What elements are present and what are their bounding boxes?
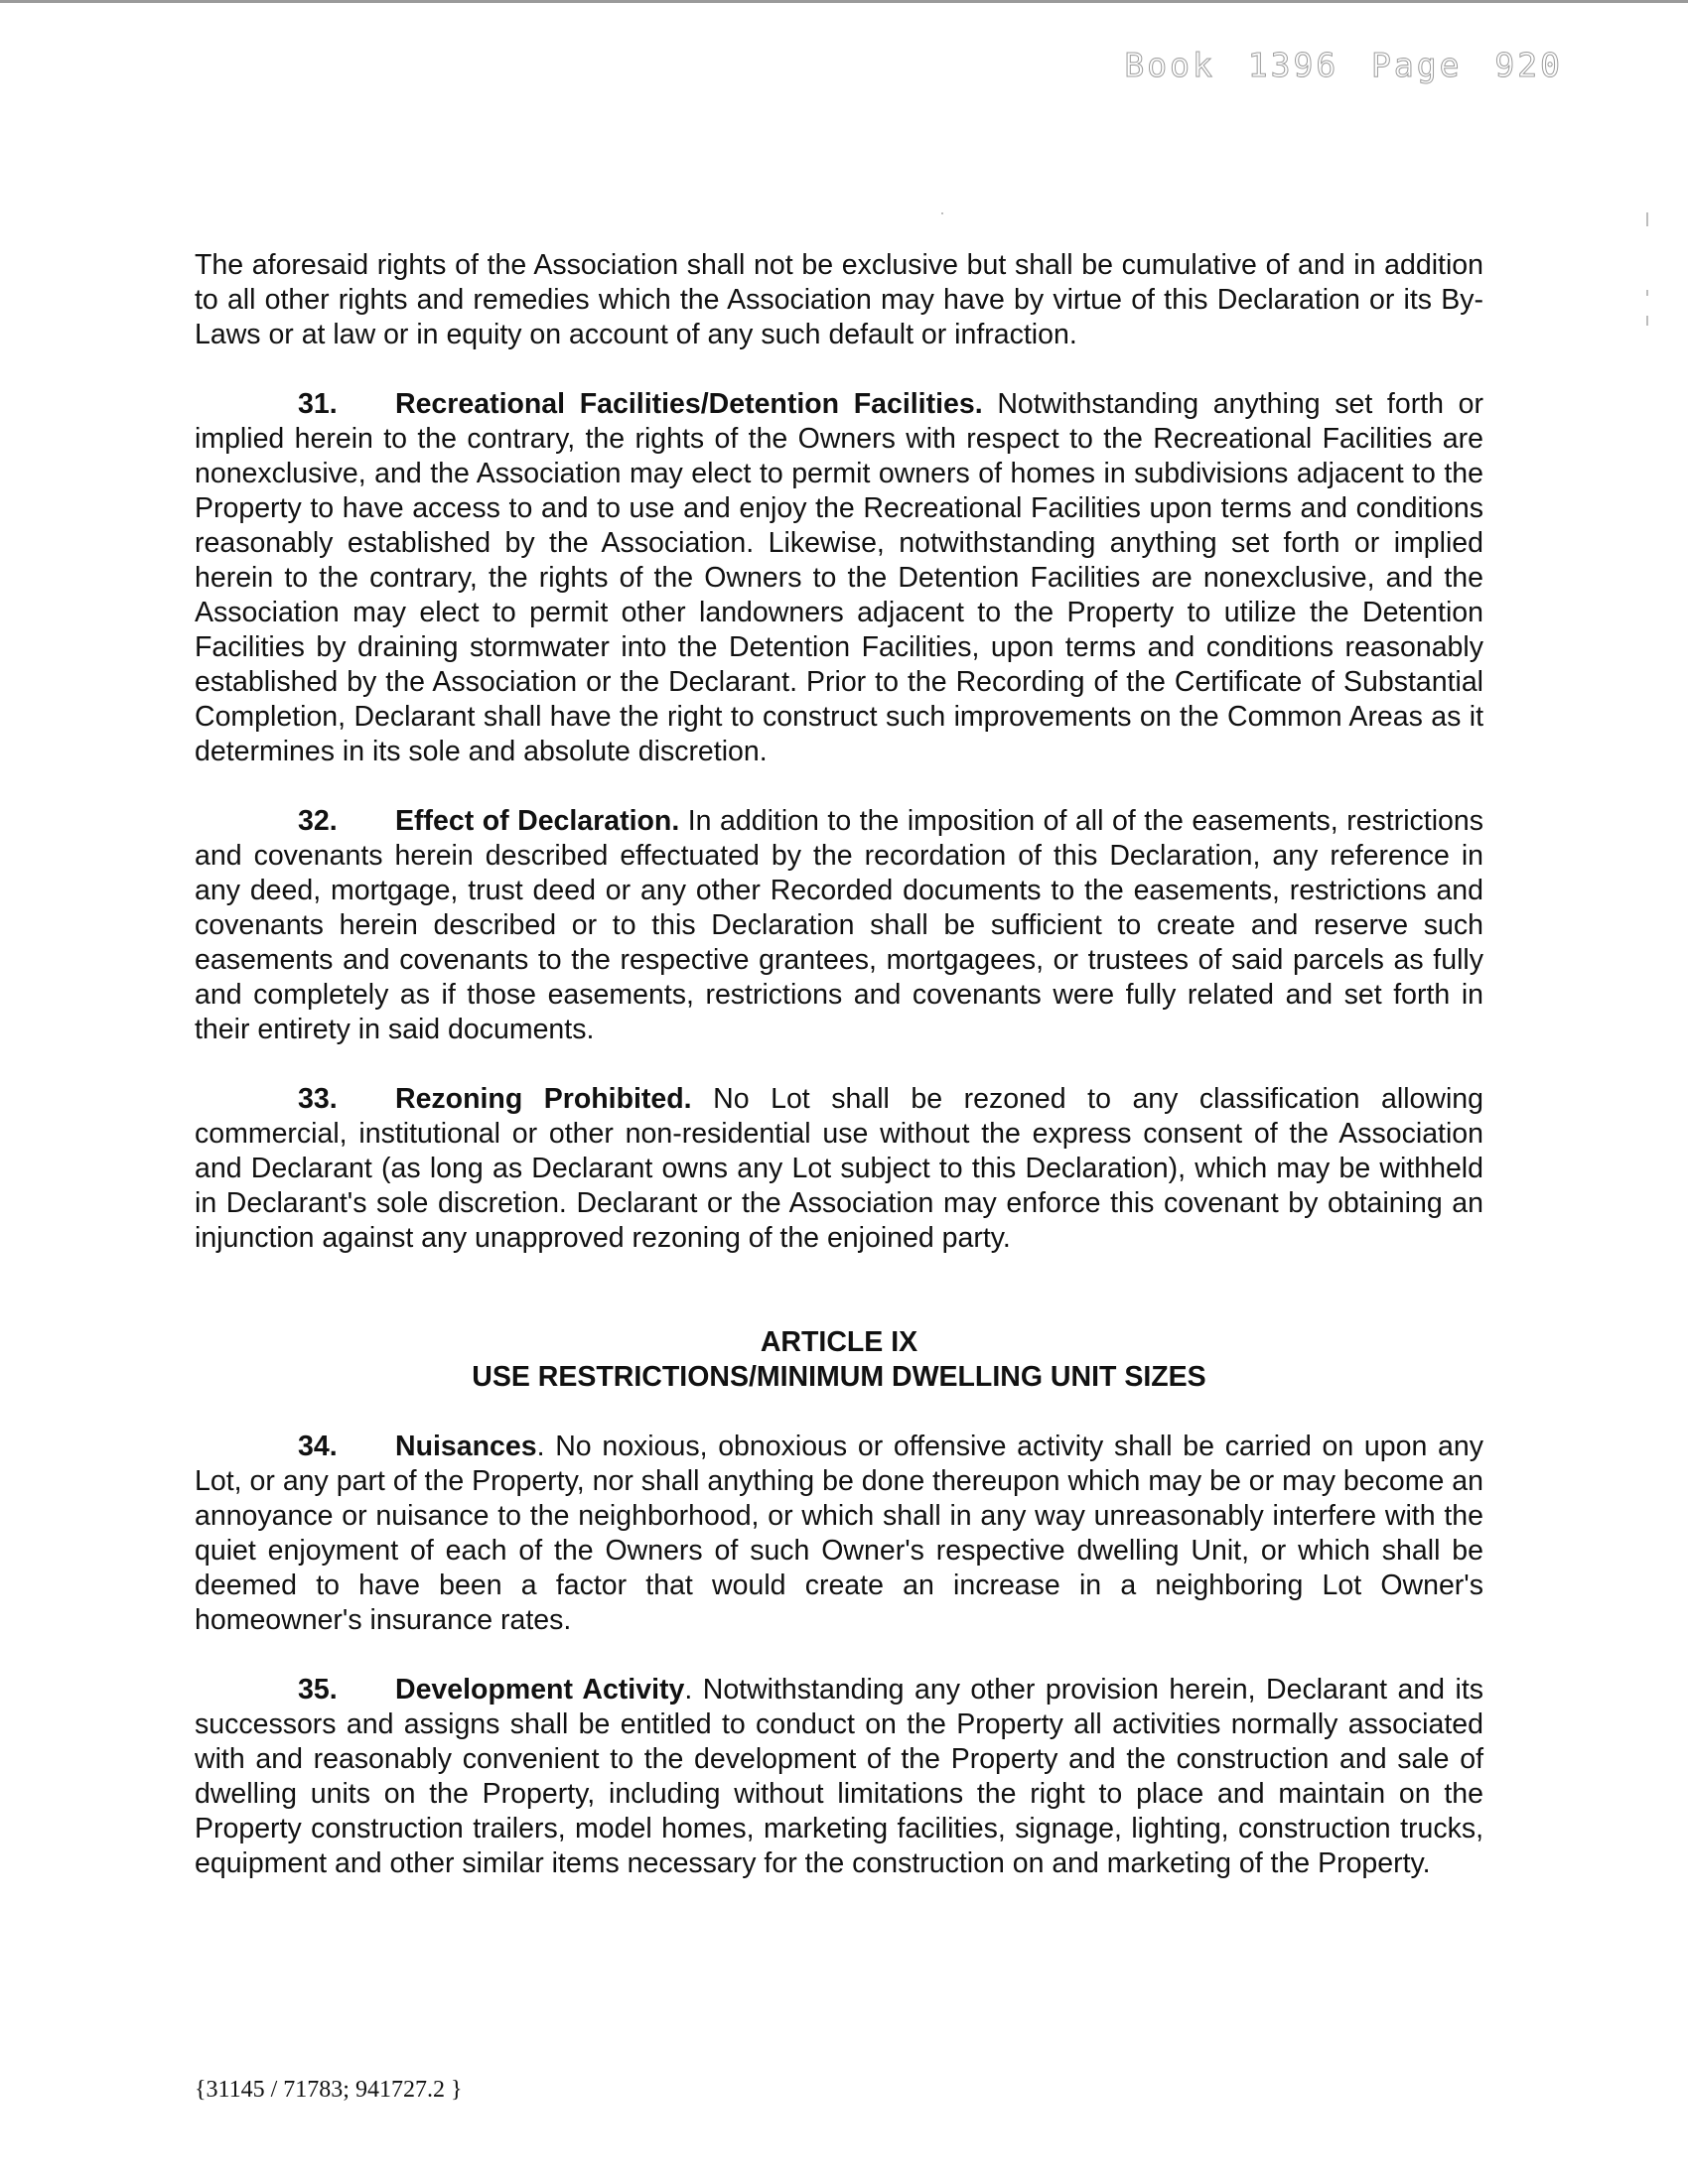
section-number: 33.	[298, 1083, 338, 1115]
scan-speck	[1646, 212, 1648, 226]
section-heading: Recreational Facilities/Detention Facilities.	[395, 388, 983, 420]
section-paragraph	[195, 1430, 1483, 1638]
section-body: Notwithstanding anything set forth or implied herein to the contrary, the rights of the Owners with respect to the Recreational Facilities are nonexclusive, and the Association may elect to permit owners of homes in subdivisions adjacent to the Property to have access to and to use and enjoy the Recreational Facilities upon terms and conditions reasonably established by the Association. Likewise, notwithstanding anything set forth or implied herein to the contrary, the rights of the Owners to the Detention Facilities are nonexclusive, and the Association may elect to permit other landowners adjacent to the Property to utilize the Detention Facilities by draining stormwater into the Detention Facilities, upon terms and conditions reasonably established by the Association or the Declarant. Prior to the Recording of the Certificate of Substantial Completion, Declarant shall have the right to construct such improvements on the Common Areas as it determines in its sole and absolute discretion.	[195, 388, 1483, 767]
scan-speck	[941, 212, 943, 214]
article-title: USE RESTRICTIONS/MINIMUM DWELLING UNIT SIZES	[472, 1361, 1206, 1393]
section-number: 35.	[298, 1674, 338, 1706]
section-number: 31.	[298, 388, 338, 420]
section-body: . Notwithstanding any other provision herein, Declarant and its successors and assigns shall be entitled to conduct on the Property all activities normally associated with and reasonably convenient to the development of the Property and the construction and sale of dwelling units on the Property, including without limitations the right to place and maintain on the Property construction trailers, model homes, marketing facilities, signage, lighting, construction trucks, equipment and other similar items necessary for the construction on and marketing of the Property.	[195, 1674, 1483, 1879]
article-heading	[195, 1325, 1483, 1395]
section-heading: Nuisances	[395, 1431, 537, 1462]
section-body: . No noxious, obnoxious or offensive activity shall be carried on upon any Lot, or any part of the Property, nor shall anything be done thereupon which may be or may become an annoyance or nuisance to the neighborhood, or which shall in any way unreasonably interfere with the quiet enjoyment of each of the Owners of such Owner's respective dwelling Unit, or which shall be deemed to have been a factor that would create an increase in a neighboring Lot Owner's homeowner's insurance rates.	[195, 1431, 1483, 1636]
sections-group-b	[195, 1430, 1483, 1881]
book-page-stamp: Book 1396 Page 920	[1124, 46, 1563, 84]
section-paragraph	[195, 804, 1483, 1047]
intro-paragraph: The aforesaid rights of the Association shall not be exclusive but shall be cumulative of and in addition to all other rights and remedies which the Association may have by virtue of this Declaration or its By-Laws or at law or in equity on account of any such default or infraction.	[195, 249, 1483, 350]
section-paragraph	[195, 387, 1483, 769]
section-heading: Development Activity	[395, 1674, 685, 1706]
section-paragraph	[195, 1082, 1483, 1256]
section-heading: Effect of Declaration.	[395, 805, 680, 837]
article-number: ARTICLE IX	[760, 1326, 918, 1358]
document-body	[195, 248, 1483, 1916]
sections-group-a	[195, 387, 1483, 1256]
section-body: No Lot shall be rezoned to any classification allowing commercial, institutional or other non-residential use without the express consent of the Association and Declarant (as long as Declarant owns any Lot subject to this Declaration), which may be withheld in Declarant's sole discretion. Declarant or the Association may enforce this covenant by obtaining an injunction against any unapproved rezoning of the enjoined party.	[195, 1083, 1483, 1254]
scan-top-edge	[0, 0, 1688, 3]
scan-speck	[1646, 316, 1648, 326]
section-body: In addition to the imposition of all of the easements, restrictions and covenants herein described effectuated by the recordation of this Declaration, any reference in any deed, mortgage, trust deed or any other Recorded documents to the easements, restrictions and covenants herein described or to this Declaration shall be sufficient to create and reserve such easements and covenants to the respective grantees, mortgagees, or trustees of said parcels as fully and completely as if those easements, restrictions and covenants were fully related and set forth in their entirety in said documents.	[195, 805, 1483, 1045]
document-id-footer: {31145 / 71783; 941727.2 }	[195, 2077, 463, 2103]
section-heading: Rezoning Prohibited.	[395, 1083, 692, 1115]
section-number: 32.	[298, 805, 338, 837]
scan-speck	[1646, 290, 1648, 296]
section-number: 34.	[298, 1431, 338, 1462]
section-paragraph	[195, 1673, 1483, 1881]
